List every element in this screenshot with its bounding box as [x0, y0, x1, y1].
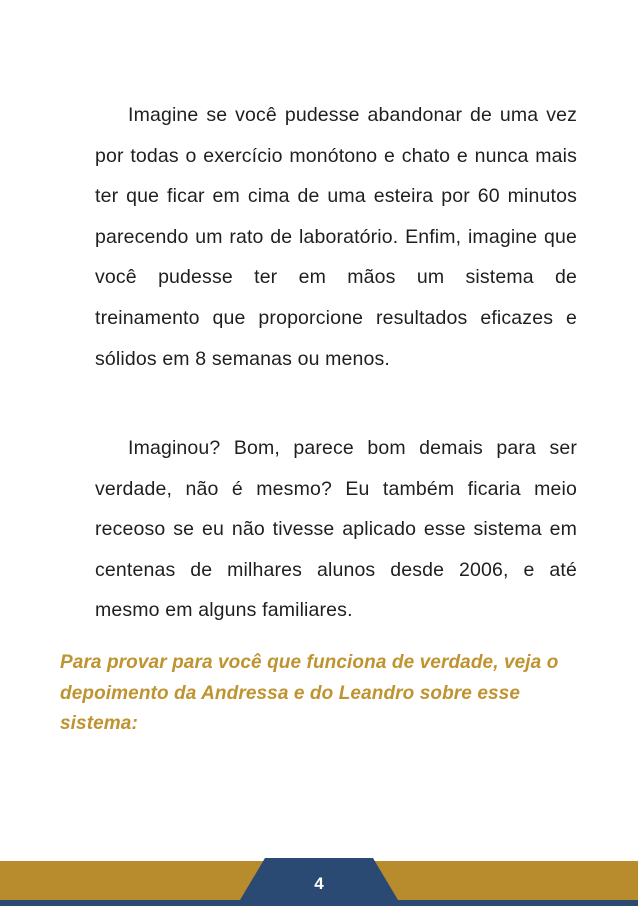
page-number: 4	[314, 874, 324, 893]
body-paragraph-2: Imaginou? Bom, parece bom demais para ser verdade, não é mesmo? Eu também ficaria meio receoso se eu não tivesse aplicado esse sistema em centenas de milhares alunos desde 2006, e até mesmo em alguns familiares.	[95, 437, 577, 622]
footer-navy-line	[0, 900, 638, 906]
body-paragraph-1: Imagine se você pudesse abandonar de uma vez por todas o exercício monótono e chato e nunca mais ter que ficar em cima de uma esteira por 60 minutos parecendo um rato de laboratório. Enfim, imagine que você pudesse ter em mãos um sistema de treinamento que proporcione resultados eficazes e sólidos em 8 semanas ou menos.	[95, 104, 577, 370]
highlight-callout: Para provar para você que funciona de verdade, veja o depoimento da Andressa e do Leandro sobre esse sistema:	[60, 652, 559, 734]
